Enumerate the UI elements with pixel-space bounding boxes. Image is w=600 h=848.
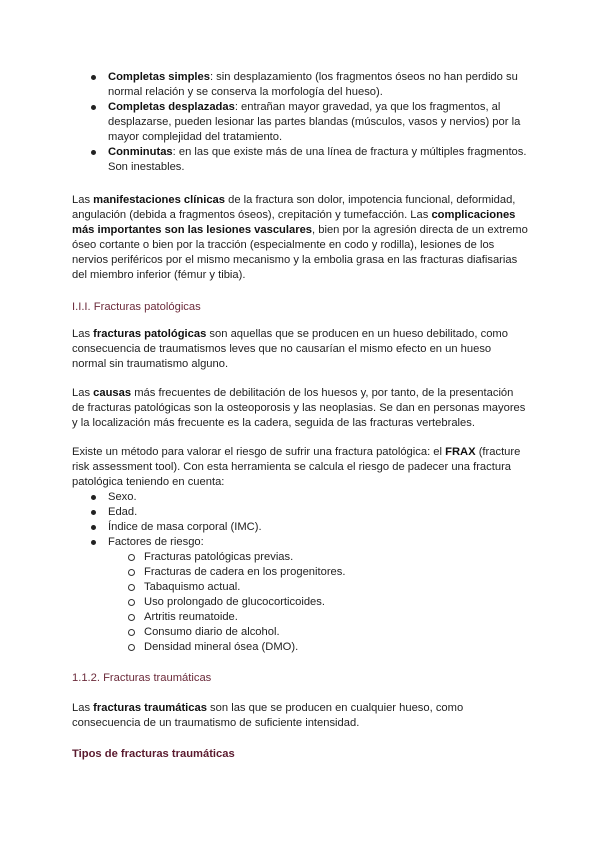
paragraph-traumaticas: Las fracturas traumáticas son las que se producen en cualquier hueso, como consecuencia de un traumatismo de suficiente intensidad. xyxy=(72,702,464,729)
list-item: Completas desplazadas: entrañan mayor gravedad, ya que los fragmentos, al desplazarse, pueden lesionar las partes blandas (músculos, vasos y nervios) por la mayor complejidad del tratamiento. xyxy=(72,100,528,145)
list-item: Fracturas patológicas previas. xyxy=(72,550,528,565)
list-item: Completas simples: sin desplazamiento (los fragmentos óseos no han perdido su normal relación y se conserva la morfología del hueso). xyxy=(72,70,528,100)
list-item: Artritis reumatoide. xyxy=(72,610,528,625)
list-item: Consumo diario de alcohol. xyxy=(72,625,528,640)
frax-criteria-list xyxy=(72,490,528,655)
list-item: Índice de masa corporal (IMC). xyxy=(72,520,528,535)
list-item: Factores de riesgo: Fracturas patológicas previas. Fracturas de cadera en los progenitores. Tabaquismo actual. Uso prolongado de glucocorticoides. Artritis reumatoide. Consumo diario de alcohol. Densidad mineral ósea (DMO). xyxy=(72,535,528,655)
list-item: Uso prolongado de glucocorticoides. xyxy=(72,595,528,610)
list-item: Conminutas: en las que existe más de una línea de fractura y múltiples fragmentos. Son inestables. xyxy=(72,145,528,175)
paragraph-manifestaciones: Las manifestaciones clínicas de la fractura son dolor, impotencia funcional, deformidad, angulación (debida a fragmentos óseos), crepitación y tumefacción. Las complicaciones más importantes son las lesiones vasculares, bien por la agresión directa de un extremo óseo cortante o bien por la tracción (especialmente en codo y rodilla), lesiones de los nervios periféricos por el mismo mecanismo y la embolia grasa en las fracturas diafisarias del miembro inferior (fémur y tibia). xyxy=(72,194,528,281)
paragraph-frax: Existe un método para valorar el riesgo de sufrir una fractura patológica: el FRAX (fracture risk assessment tool). Con esta herramienta se calcula el riesgo de padecer una fractura patológica teniendo en cuenta: xyxy=(72,446,521,488)
section-heading-traumaticas: 1.1.2. Fracturas traumáticas xyxy=(72,672,212,684)
section-heading-patologicas: I.I.I. Fracturas patológicas xyxy=(72,301,201,313)
paragraph-patologicas: Las fracturas patológicas son aquellas que se producen en un hueso debilitado, como consecuencia de traumatismos leves que no causarían el mismo efecto en un hueso normal sin traumatismo alguno. xyxy=(72,328,508,370)
list-item: Densidad mineral ósea (DMO). xyxy=(72,640,528,655)
list-item: Fracturas de cadera en los progenitores. xyxy=(72,565,528,580)
fracture-types-list xyxy=(72,70,528,175)
document-body xyxy=(72,70,528,762)
risk-factors-list xyxy=(72,550,528,655)
list-item: Sexo. xyxy=(72,490,528,505)
subheading-tipos: Tipos de fracturas traumáticas xyxy=(72,748,235,760)
list-item: Tabaquismo actual. xyxy=(72,580,528,595)
list-item: Edad. xyxy=(72,505,528,520)
paragraph-causas: Las causas más frecuentes de debilitación de los huesos y, por tanto, de la presentación de fracturas patológicas son la osteoporosis y las neoplasias. Se dan en personas mayores y la localización más frecuente es la cadera, seguida de las fracturas vertebrales. xyxy=(72,387,526,429)
